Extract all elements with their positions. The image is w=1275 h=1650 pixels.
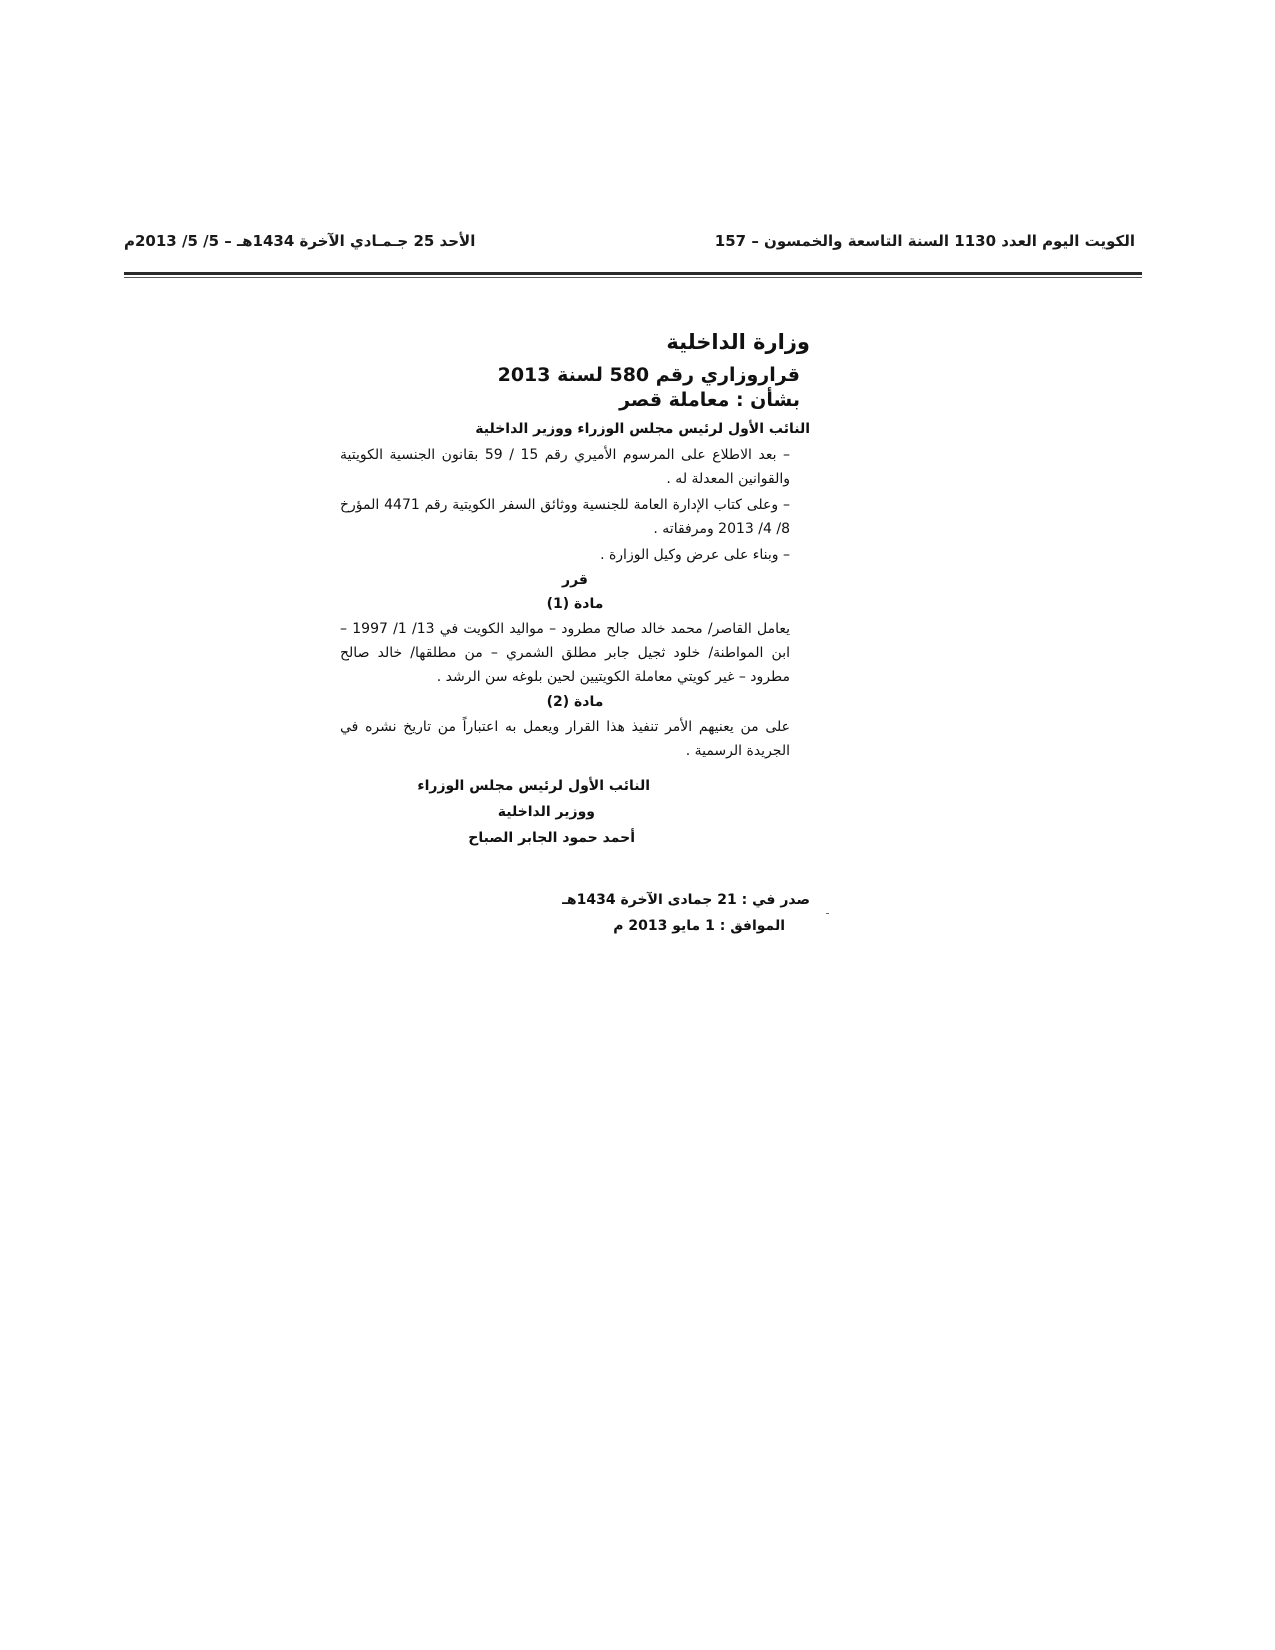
signature-title: النائب الأول لرئيس مجلس الوزراء (417, 778, 650, 794)
article-2-heading: مادة (2) (546, 694, 604, 710)
issued-date-hijri: صدر في : 21 جمادى الآخرة 1434هـ (562, 892, 810, 908)
decree-title: قراروزاري رقم 580 لسنة 2013 (497, 364, 800, 386)
preamble-paragraph: – وبناء على عرض وكيل الوزارة . (600, 547, 790, 563)
article-2-text: على من يعنيهم الأمر تنفيذ هذا القرار ويعمل به اعتباراً من تاريخ نشره في الجريدة الرسمية . (340, 719, 790, 759)
decree-body (340, 330, 810, 939)
header-rule (124, 272, 1142, 275)
preamble-paragraph: – بعد الاطلاع على المرسوم الأميري رقم 15 / 59 بقانون الجنسية الكويتية والقوانين المعدلة له . (340, 447, 790, 487)
gazette-header-issue: الكويت اليوم العدد 1130 السنة التاسعة والخمسون – 157 (714, 232, 1135, 250)
gazette-header-date: الأحد 25 جـمـادي الآخرة 1434هـ – 5/ 5/ 2013م (124, 232, 476, 250)
article-1-heading: مادة (1) (546, 596, 604, 612)
preamble-paragraph: – وعلى كتاب الإدارة العامة للجنسية ووثائق السفر الكويتية رقم 4471 المؤرخ 8/ 4/ 2013 ومرفقاته . (340, 497, 791, 537)
article-1-text: يعامل القاصر/ محمد خالد صالح مطرود – مواليد الكويت في 13/ 1/ 1997 – ابن المواطنة/ خلود ثجيل جابر مطلق الشمري – من مطلقها/ خالد صالح مطرود – غير كويتي معاملة الكويتيين لحين بلوغه سن الرشد . (340, 621, 791, 685)
signature-name: أحمد حمود الجابر الصباح (468, 830, 635, 846)
decree-issuer: النائب الأول لرئيس مجلس الوزراء ووزير الداخلية (475, 421, 810, 437)
header-rule-thin (124, 277, 1142, 278)
decree-subject: بشأن : معاملة قصر (619, 389, 800, 411)
decided-heading: قرر (562, 572, 588, 588)
issued-date-gregorian: الموافق : 1 مايو 2013 م (613, 918, 785, 934)
scan-mark (826, 913, 829, 914)
ministry-name: وزارة الداخلية (666, 330, 810, 354)
signature-office: ووزير الداخلية (497, 804, 595, 820)
